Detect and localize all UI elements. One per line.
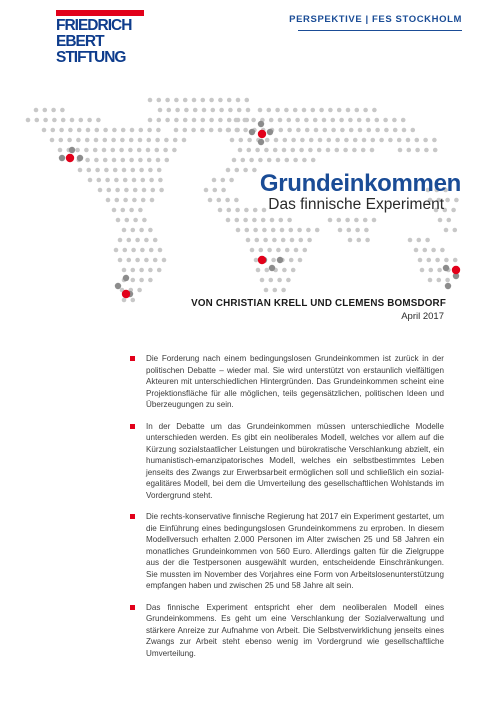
world-dot-map — [0, 0, 504, 330]
summary-item — [130, 602, 444, 660]
series-label: PERSPEKTIVE | FES STOCKHOLM — [289, 14, 462, 25]
bullet-square-icon — [130, 514, 135, 519]
bullet-square-icon — [130, 356, 135, 361]
summary-item — [130, 511, 444, 592]
logo-line-2: EBERT — [56, 33, 104, 50]
summary-list — [130, 353, 444, 669]
publication-date: April 2017 — [401, 311, 444, 322]
summary-item — [130, 421, 444, 502]
summary-text: Die rechts-konservative finnische Regierung hat 2017 ein Experiment gestartet, um die Einführung eines bedingungslosen Grundeinkommens zu erproben. In diesem Modellversuch erhalten 2.000 Personen im Alter zwischen 25 und 58 Jahren ein monatliches Grundeinkommen von 560 Euro. Allerdings galten für die Zielgruppe aus der die Testpersonen ausgewählt wurden, entscheidende Einschränkungen. Sie mussten im November des Vorjahres eine Form von Arbeitslosenunterstützung empfangen haben und zwischen 25 und 58 Jahre alt sein. — [146, 512, 444, 590]
page-subtitle: Das finnische Experiment — [268, 196, 444, 213]
bullet-square-icon — [130, 424, 135, 429]
summary-text: In der Debatte um das Grundeinkommen müssen unterschiedliche Modelle unterschieden werden. Es gibt ein neoliberales Modell, welches vor allem auf die Kürzung sozialstaatlicher Leistungen und bürokratische Verschlankung abzielt, ein humanistisch-emanzipatorisches Modell, welches ein selbstbestimmtes Leben jenseits des Zwangs zur Erwerbsarbeit ermöglichen soll und schließlich ein sozial-egalitäres Modell, bei dem die Umverteilung des gesellschaftlichen Wohlstands im Vordergrund steht. — [146, 421, 444, 500]
bullet-square-icon — [130, 605, 135, 610]
summary-text: Das finnische Experiment entspricht eher dem neoliberalen Modell eines Grundeinkommens. Es geht um eine Verschlankung der Sozialverwaltung und stärkere Anreize zur Aufnahme von Arbeit. Die Selbstverwirklichung jenseits eines Zwangs zur Arbeit steht ebenso wenig im Vordergrund wie gesellschaftliche Umverteilung. — [146, 602, 444, 658]
logo-line-1: FRIEDRICH — [56, 17, 132, 34]
summary-item — [130, 353, 444, 411]
logo-line-3: STIFTUNG — [56, 49, 126, 66]
authors: VON CHRISTIAN KRELL UND CLEMENS BOMSDORF — [191, 298, 446, 309]
summary-text: Die Forderung nach einem bedingungslosen Grundeinkommen ist zurück in der politischen Debatte – wieder mal. Sie wird unterstützt von erstaunlich vielfältigen Akteuren mit unterschiedlichen Hintergründen. Das Grundeinkommen scheint eine Projektionsfläche für alle möglichen, teils gegensätzlichen, politischen Ideen und Überzeugungen zu sein. — [146, 354, 444, 409]
page-title: Grundeinkommen — [259, 170, 461, 197]
